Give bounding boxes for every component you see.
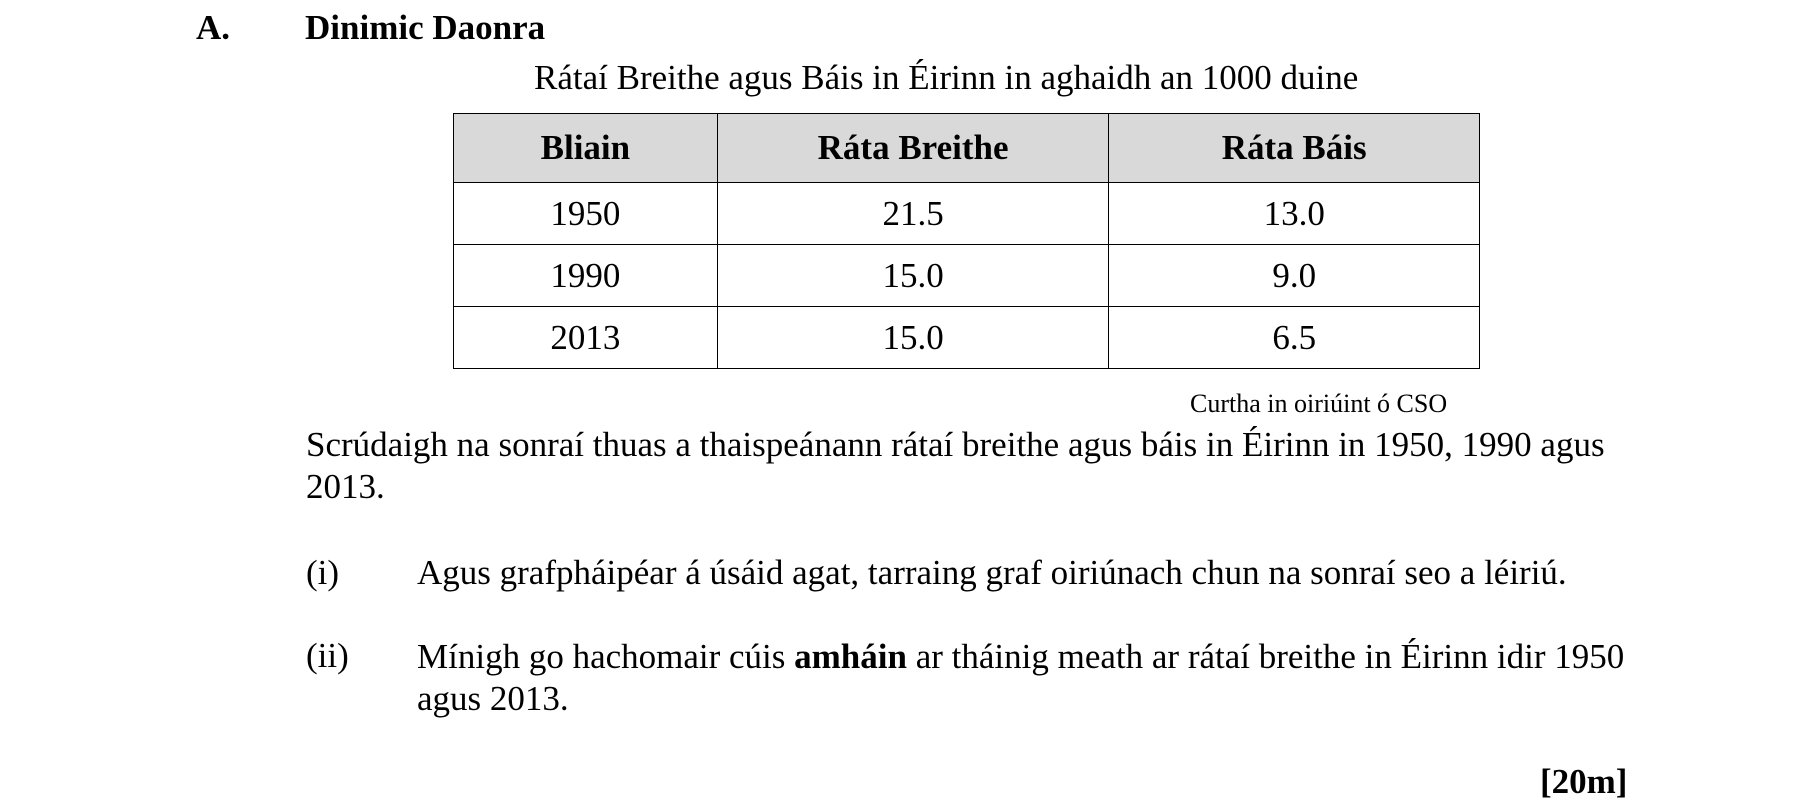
section-title: Dinimic Daonra	[305, 8, 546, 47]
question-text-ii	[417, 636, 1657, 720]
cell-year: 1950	[454, 183, 718, 245]
cell-death-rate: 9.0	[1109, 245, 1480, 307]
header-birth-rate: Ráta Breithe	[717, 114, 1109, 183]
question-prompt: Scrúdaigh na sonraí thuas a thaispeánann rátaí breithe agus báis in Éirinn in 1950, 1990 agus 2013.	[306, 425, 1605, 506]
cell-death-rate: 6.5	[1109, 307, 1480, 369]
table-source: Curtha in oiriúint ó CSO	[1190, 389, 1448, 418]
cell-death-rate: 13.0	[1109, 183, 1480, 245]
question-number-i: (i)	[306, 553, 340, 592]
question-text-ii-emphasis: amháin	[794, 637, 907, 676]
question-text-ii-start: Mínigh go hachomair cúis	[417, 637, 795, 676]
birth-death-rate-table	[453, 113, 1480, 369]
cell-birth-rate: 15.0	[717, 307, 1109, 369]
table-row	[454, 307, 1480, 369]
header-death-rate: Ráta Báis	[1109, 114, 1480, 183]
question-text-i: Agus grafpháipéar á úsáid agat, tarraing graf oiriúnach chun na sonraí seo a léiriú.	[417, 553, 1567, 592]
section-letter: A.	[196, 8, 231, 47]
marks-label: [20m]	[1540, 762, 1628, 801]
table-row	[454, 245, 1480, 307]
question-text-ii-end: ar tháinig meath ar rátaí breithe in Éirinn idir 1950 agus 2013.	[417, 637, 1625, 718]
cell-birth-rate: 21.5	[717, 183, 1109, 245]
table-header-row	[454, 114, 1480, 183]
cell-birth-rate: 15.0	[717, 245, 1109, 307]
cell-year: 1990	[454, 245, 718, 307]
header-year: Bliain	[454, 114, 718, 183]
table-caption: Rátaí Breithe agus Báis in Éirinn in aghaidh an 1000 duine	[534, 58, 1359, 97]
question-number-ii: (ii)	[306, 636, 349, 675]
cell-year: 2013	[454, 307, 718, 369]
table-row	[454, 183, 1480, 245]
